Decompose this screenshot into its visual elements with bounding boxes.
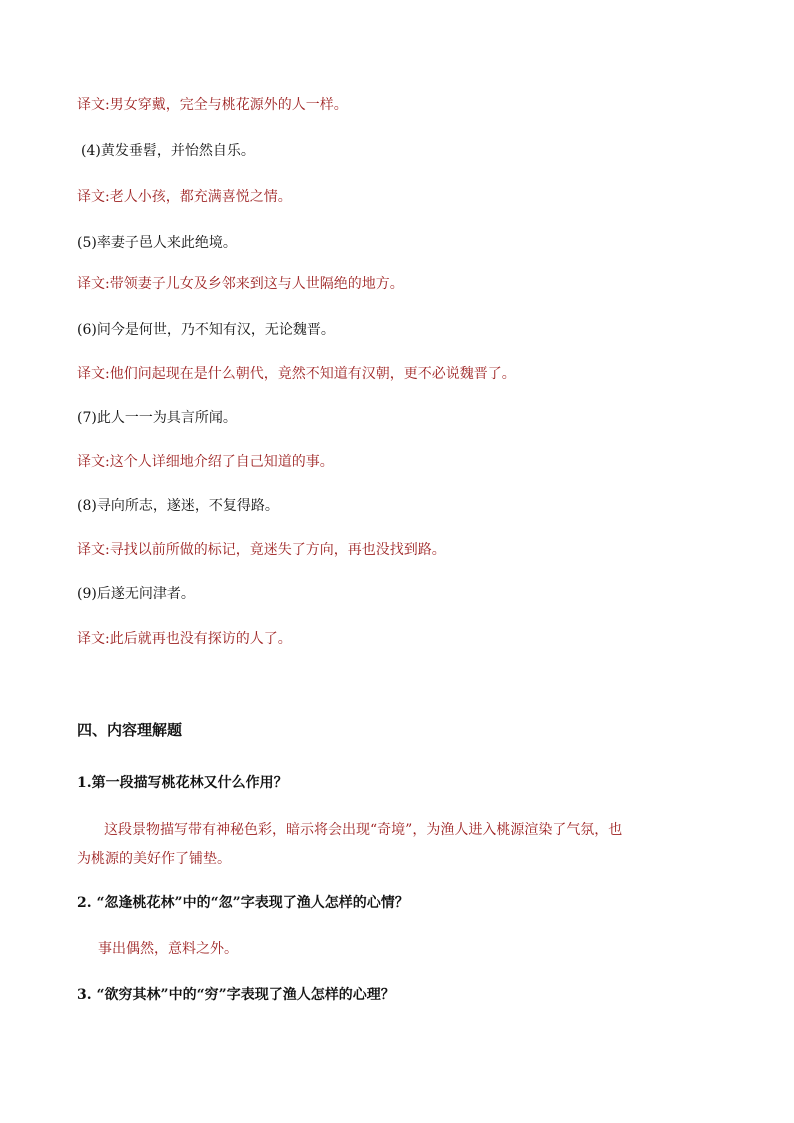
section-title: 四、内容理解题: [77, 721, 183, 739]
question-3: 3. “欲穷其林”中的“穷”字表现了渔人怎样的心理？: [77, 987, 395, 1003]
original-sentence-8: (8)寻向所志，遂迷，不复得路。: [77, 498, 279, 514]
translation-line-7: 译文:这个人详细地介绍了自己知道的事。: [77, 454, 334, 470]
translation-line-4: 译文:老人小孩，都充满喜悦之情。: [77, 189, 292, 205]
answer-2: 事出偶然，意料之外。: [98, 941, 238, 957]
translation-line-8: 译文:寻找以前所做的标记，竟迷失了方向，再也没找到路。: [77, 542, 446, 558]
question-1: 1.第一段描写桃花林又什么作用？: [77, 775, 288, 791]
original-sentence-9: (9)后遂无问津者。: [77, 586, 195, 602]
translation-line-9: 译文:此后就再也没有探访的人了。: [77, 631, 292, 647]
original-sentence-6: (6)问今是何世，乃不知有汉，无论魏晋。: [77, 322, 335, 338]
answer-1-line-2: 为桃源的美好作了铺垫。: [77, 851, 231, 867]
answer-1-line-1: 这段景物描写带有神秘色彩，暗示将会出现“奇境”，为渔人进入桃源渲染了气氛，也: [104, 822, 623, 838]
original-sentence-4: (4)黄发垂髫，并怡然自乐。: [81, 143, 255, 159]
question-2: 2. “忽逢桃花林”中的“忽”字表现了渔人怎样的心情？: [77, 895, 409, 911]
original-sentence-7: (7)此人一一为具言所闻。: [77, 410, 237, 426]
translation-line-3: 译文:男女穿戴，完全与桃花源外的人一样。: [77, 97, 348, 113]
translation-line-6: 译文:他们问起现在是什么朝代，竟然不知道有汉朝，更不必说魏晋了。: [77, 366, 516, 382]
original-sentence-5: (5)率妻子邑人来此绝境。: [77, 235, 237, 251]
translation-line-5: 译文:带领妻子儿女及乡邻来到这与人世隔绝的地方。: [77, 276, 404, 292]
